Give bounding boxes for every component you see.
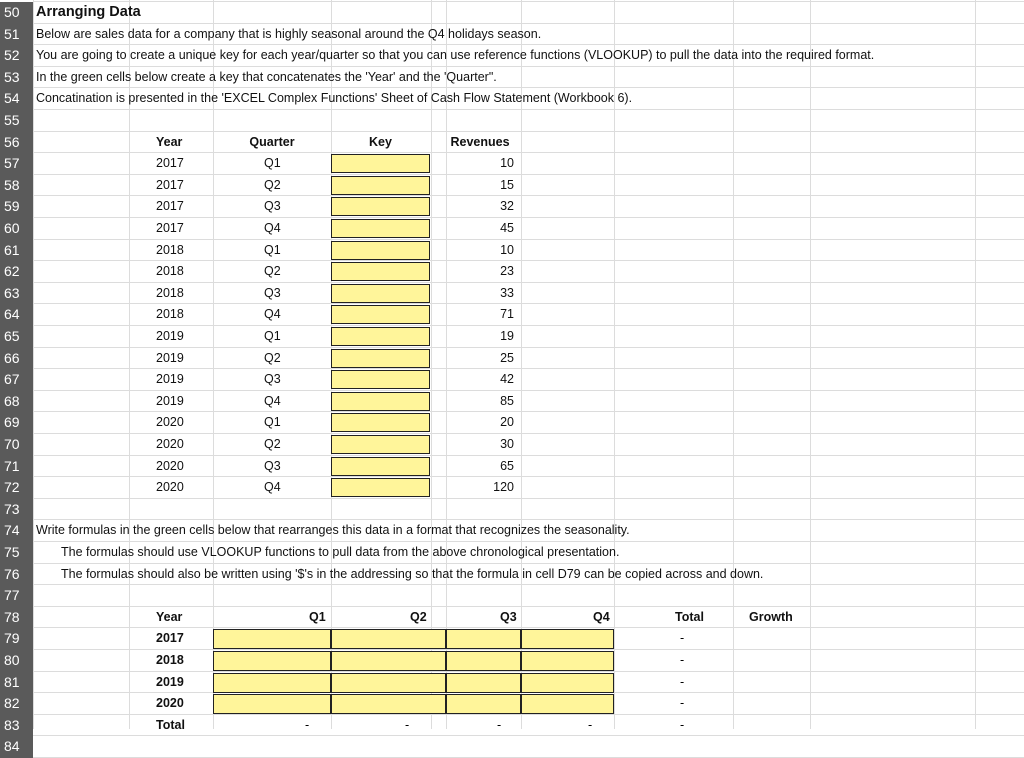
row-header[interactable]: 66 <box>0 348 33 370</box>
key-input-cell[interactable] <box>331 327 430 346</box>
row-header[interactable]: 52 <box>0 45 33 67</box>
key-input-cell[interactable] <box>331 457 430 476</box>
row-header[interactable]: 54 <box>0 88 33 110</box>
header-year-2: Year <box>156 609 183 624</box>
intro-line: Below are sales data for a company that is highly seasonal around the Q4 holidays season. <box>36 26 542 41</box>
total-value: - <box>680 631 685 646</box>
year-label: 2020 <box>156 696 184 711</box>
year-cell: 2019 <box>156 350 184 365</box>
total-value: - <box>680 696 685 711</box>
quarter-input-cell[interactable] <box>331 651 446 671</box>
key-input-cell[interactable] <box>331 284 430 303</box>
row-header[interactable]: 57 <box>0 153 33 175</box>
revenue-cell: 45 <box>500 221 514 235</box>
row-header[interactable]: 76 <box>0 564 33 586</box>
year-cell: 2018 <box>156 264 184 279</box>
quarter-cell: Q1 <box>264 242 281 257</box>
total-row-label: Total <box>156 717 185 732</box>
year-cell: 2019 <box>156 372 184 387</box>
quarter-cell: Q4 <box>264 221 281 235</box>
revenue-cell: 20 <box>500 415 514 430</box>
row-header[interactable]: 82 <box>0 693 33 715</box>
year-cell: 2019 <box>156 393 184 408</box>
row-header[interactable]: 62 <box>0 261 33 283</box>
row-header[interactable]: 55 <box>0 110 33 132</box>
quarter-input-cell[interactable] <box>521 651 614 671</box>
revenue-cell: 15 <box>500 177 514 192</box>
row-header[interactable]: 75 <box>0 542 33 564</box>
row-header[interactable]: 80 <box>0 650 33 672</box>
row-header[interactable]: 56 <box>0 132 33 154</box>
quarter-input-cell[interactable] <box>446 629 521 649</box>
key-input-cell[interactable] <box>331 435 430 454</box>
quarter-input-cell[interactable] <box>521 673 614 693</box>
year-cell: 2020 <box>156 480 184 495</box>
quarter-cell: Q1 <box>264 156 281 171</box>
revenue-cell: 23 <box>500 264 514 279</box>
total-value: - <box>680 674 685 689</box>
row-header[interactable]: 64 <box>0 304 33 326</box>
row-header[interactable]: 53 <box>0 67 33 89</box>
quarter-input-cell[interactable] <box>521 629 614 649</box>
key-input-cell[interactable] <box>331 478 430 497</box>
year-cell: 2017 <box>156 177 184 192</box>
header-growth: Growth <box>749 609 793 624</box>
instruction-line: The formulas should also be written using '$'s in the addressing so that the formula in cell D79 can be copied across and down. <box>61 566 764 581</box>
revenue-cell: 85 <box>500 393 514 408</box>
quarter-cell: Q2 <box>264 350 281 365</box>
row-header[interactable]: 59 <box>0 196 33 218</box>
title: Arranging Data <box>36 4 141 20</box>
instruction-line: Write formulas in the green cells below that rearranges this data in a format that recognizes the seasonality. <box>36 523 630 538</box>
revenue-cell: 19 <box>500 329 514 343</box>
header-q2: Q2 <box>410 609 427 624</box>
row-header[interactable]: 69 <box>0 412 33 434</box>
row-header[interactable]: 50 <box>0 2 33 24</box>
revenue-cell: 33 <box>500 285 514 300</box>
year-cell: 2020 <box>156 415 184 430</box>
key-input-cell[interactable] <box>331 176 430 195</box>
total-value: - <box>680 653 685 667</box>
quarter-cell: Q3 <box>264 199 281 214</box>
row-header[interactable]: 67 <box>0 369 33 391</box>
intro-line: In the green cells below create a key that concatenates the 'Year' and the 'Quarter". <box>36 69 497 84</box>
revenue-cell: 71 <box>500 307 514 322</box>
header-revenues: Revenues <box>450 134 510 149</box>
total-dash: - <box>305 717 310 732</box>
header-q4: Q4 <box>593 609 610 624</box>
row-header[interactable]: 74 <box>0 520 33 542</box>
revenue-cell: 120 <box>493 480 514 495</box>
intro-line: Concatination is presented in the 'EXCEL Complex Functions' Sheet of Cash Flow Statement (Workbook 6). <box>36 91 633 106</box>
quarter-input-cell[interactable] <box>446 694 521 714</box>
year-cell: 2017 <box>156 156 184 171</box>
row-header[interactable]: 61 <box>0 240 33 262</box>
quarter-cell: Q4 <box>264 480 281 495</box>
header-key: Key <box>369 134 392 149</box>
year-cell: 2020 <box>156 437 184 451</box>
row-header[interactable]: 60 <box>0 218 33 240</box>
key-input-cell[interactable] <box>331 262 430 281</box>
quarter-cell: Q4 <box>264 307 281 322</box>
revenue-cell: 30 <box>500 437 514 451</box>
key-input-cell[interactable] <box>331 241 430 260</box>
key-input-cell[interactable] <box>331 154 430 173</box>
instruction-line: The formulas should use VLOOKUP functions to pull data from the above chronological presentation. <box>61 545 620 559</box>
year-label: 2018 <box>156 653 184 667</box>
revenue-cell: 42 <box>500 372 514 387</box>
key-input-cell[interactable] <box>331 392 430 411</box>
row-header[interactable]: 51 <box>0 24 33 46</box>
quarter-input-cell[interactable] <box>213 629 331 649</box>
total-dash: - <box>588 717 593 732</box>
quarter-cell: Q3 <box>264 458 281 473</box>
year-cell: 2018 <box>156 307 184 322</box>
revenue-cell: 10 <box>500 242 514 257</box>
row-header[interactable]: 83 <box>0 715 33 737</box>
row-header[interactable]: 58 <box>0 175 33 197</box>
year-label: 2019 <box>156 674 184 689</box>
year-cell: 2017 <box>156 221 184 235</box>
quarter-cell: Q3 <box>264 372 281 387</box>
total-dash: - <box>497 717 502 732</box>
quarter-input-cell[interactable] <box>213 673 331 693</box>
quarter-input-cell[interactable] <box>446 673 521 693</box>
quarter-cell: Q2 <box>264 437 281 451</box>
row-header[interactable]: 73 <box>0 499 33 521</box>
quarter-cell: Q1 <box>264 329 281 343</box>
year-cell: 2020 <box>156 458 184 473</box>
row-header[interactable]: 77 <box>0 585 33 607</box>
revenue-cell: 25 <box>500 350 514 365</box>
header-total: Total <box>675 609 704 624</box>
header-q3: Q3 <box>500 609 517 624</box>
key-input-cell[interactable] <box>331 413 430 432</box>
key-input-cell[interactable] <box>331 197 430 216</box>
quarter-cell: Q3 <box>264 285 281 300</box>
key-input-cell[interactable] <box>331 219 430 238</box>
year-cell: 2018 <box>156 285 184 300</box>
quarter-input-cell[interactable] <box>213 694 331 714</box>
key-input-cell[interactable] <box>331 305 430 324</box>
row-header[interactable]: 72 <box>0 477 33 499</box>
row-header[interactable]: 81 <box>0 672 33 694</box>
quarter-cell: Q1 <box>264 415 281 430</box>
quarter-cell: Q4 <box>264 393 281 408</box>
row-header[interactable]: 70 <box>0 434 33 456</box>
year-cell: 2018 <box>156 242 184 257</box>
year-label: 2017 <box>156 631 184 646</box>
quarter-input-cell[interactable] <box>213 651 331 671</box>
row-header[interactable]: 79 <box>0 628 33 650</box>
total-dash: - <box>405 717 410 732</box>
header-year: Year <box>156 134 183 149</box>
quarter-input-cell[interactable] <box>331 629 446 649</box>
quarter-input-cell[interactable] <box>446 651 521 671</box>
quarter-input-cell[interactable] <box>331 673 446 693</box>
year-cell: 2019 <box>156 329 184 343</box>
header-q1: Q1 <box>309 609 326 624</box>
quarter-input-cell[interactable] <box>331 694 446 714</box>
row-header[interactable]: 68 <box>0 391 33 413</box>
row-gridline <box>33 1 1024 2</box>
row-header[interactable]: 63 <box>0 283 33 305</box>
revenue-cell: 10 <box>500 156 514 171</box>
total-dash: - <box>680 717 685 732</box>
row-header[interactable]: 84 <box>0 736 33 758</box>
quarter-cell: Q2 <box>264 177 281 192</box>
year-cell: 2017 <box>156 199 184 214</box>
row-header[interactable]: 71 <box>0 456 33 478</box>
intro-line: You are going to create a unique key for each year/quarter so that you can use reference functions (VLOOKUP) to pull the data into the required format. <box>36 48 875 63</box>
revenue-cell: 65 <box>500 458 514 473</box>
key-input-cell[interactable] <box>331 370 430 389</box>
key-input-cell[interactable] <box>331 349 430 368</box>
row-header[interactable]: 78 <box>0 607 33 629</box>
revenue-cell: 32 <box>500 199 514 214</box>
quarter-cell: Q2 <box>264 264 281 279</box>
quarter-input-cell[interactable] <box>521 694 614 714</box>
row-header[interactable]: 65 <box>0 326 33 348</box>
header-quarter: Quarter <box>249 134 295 149</box>
